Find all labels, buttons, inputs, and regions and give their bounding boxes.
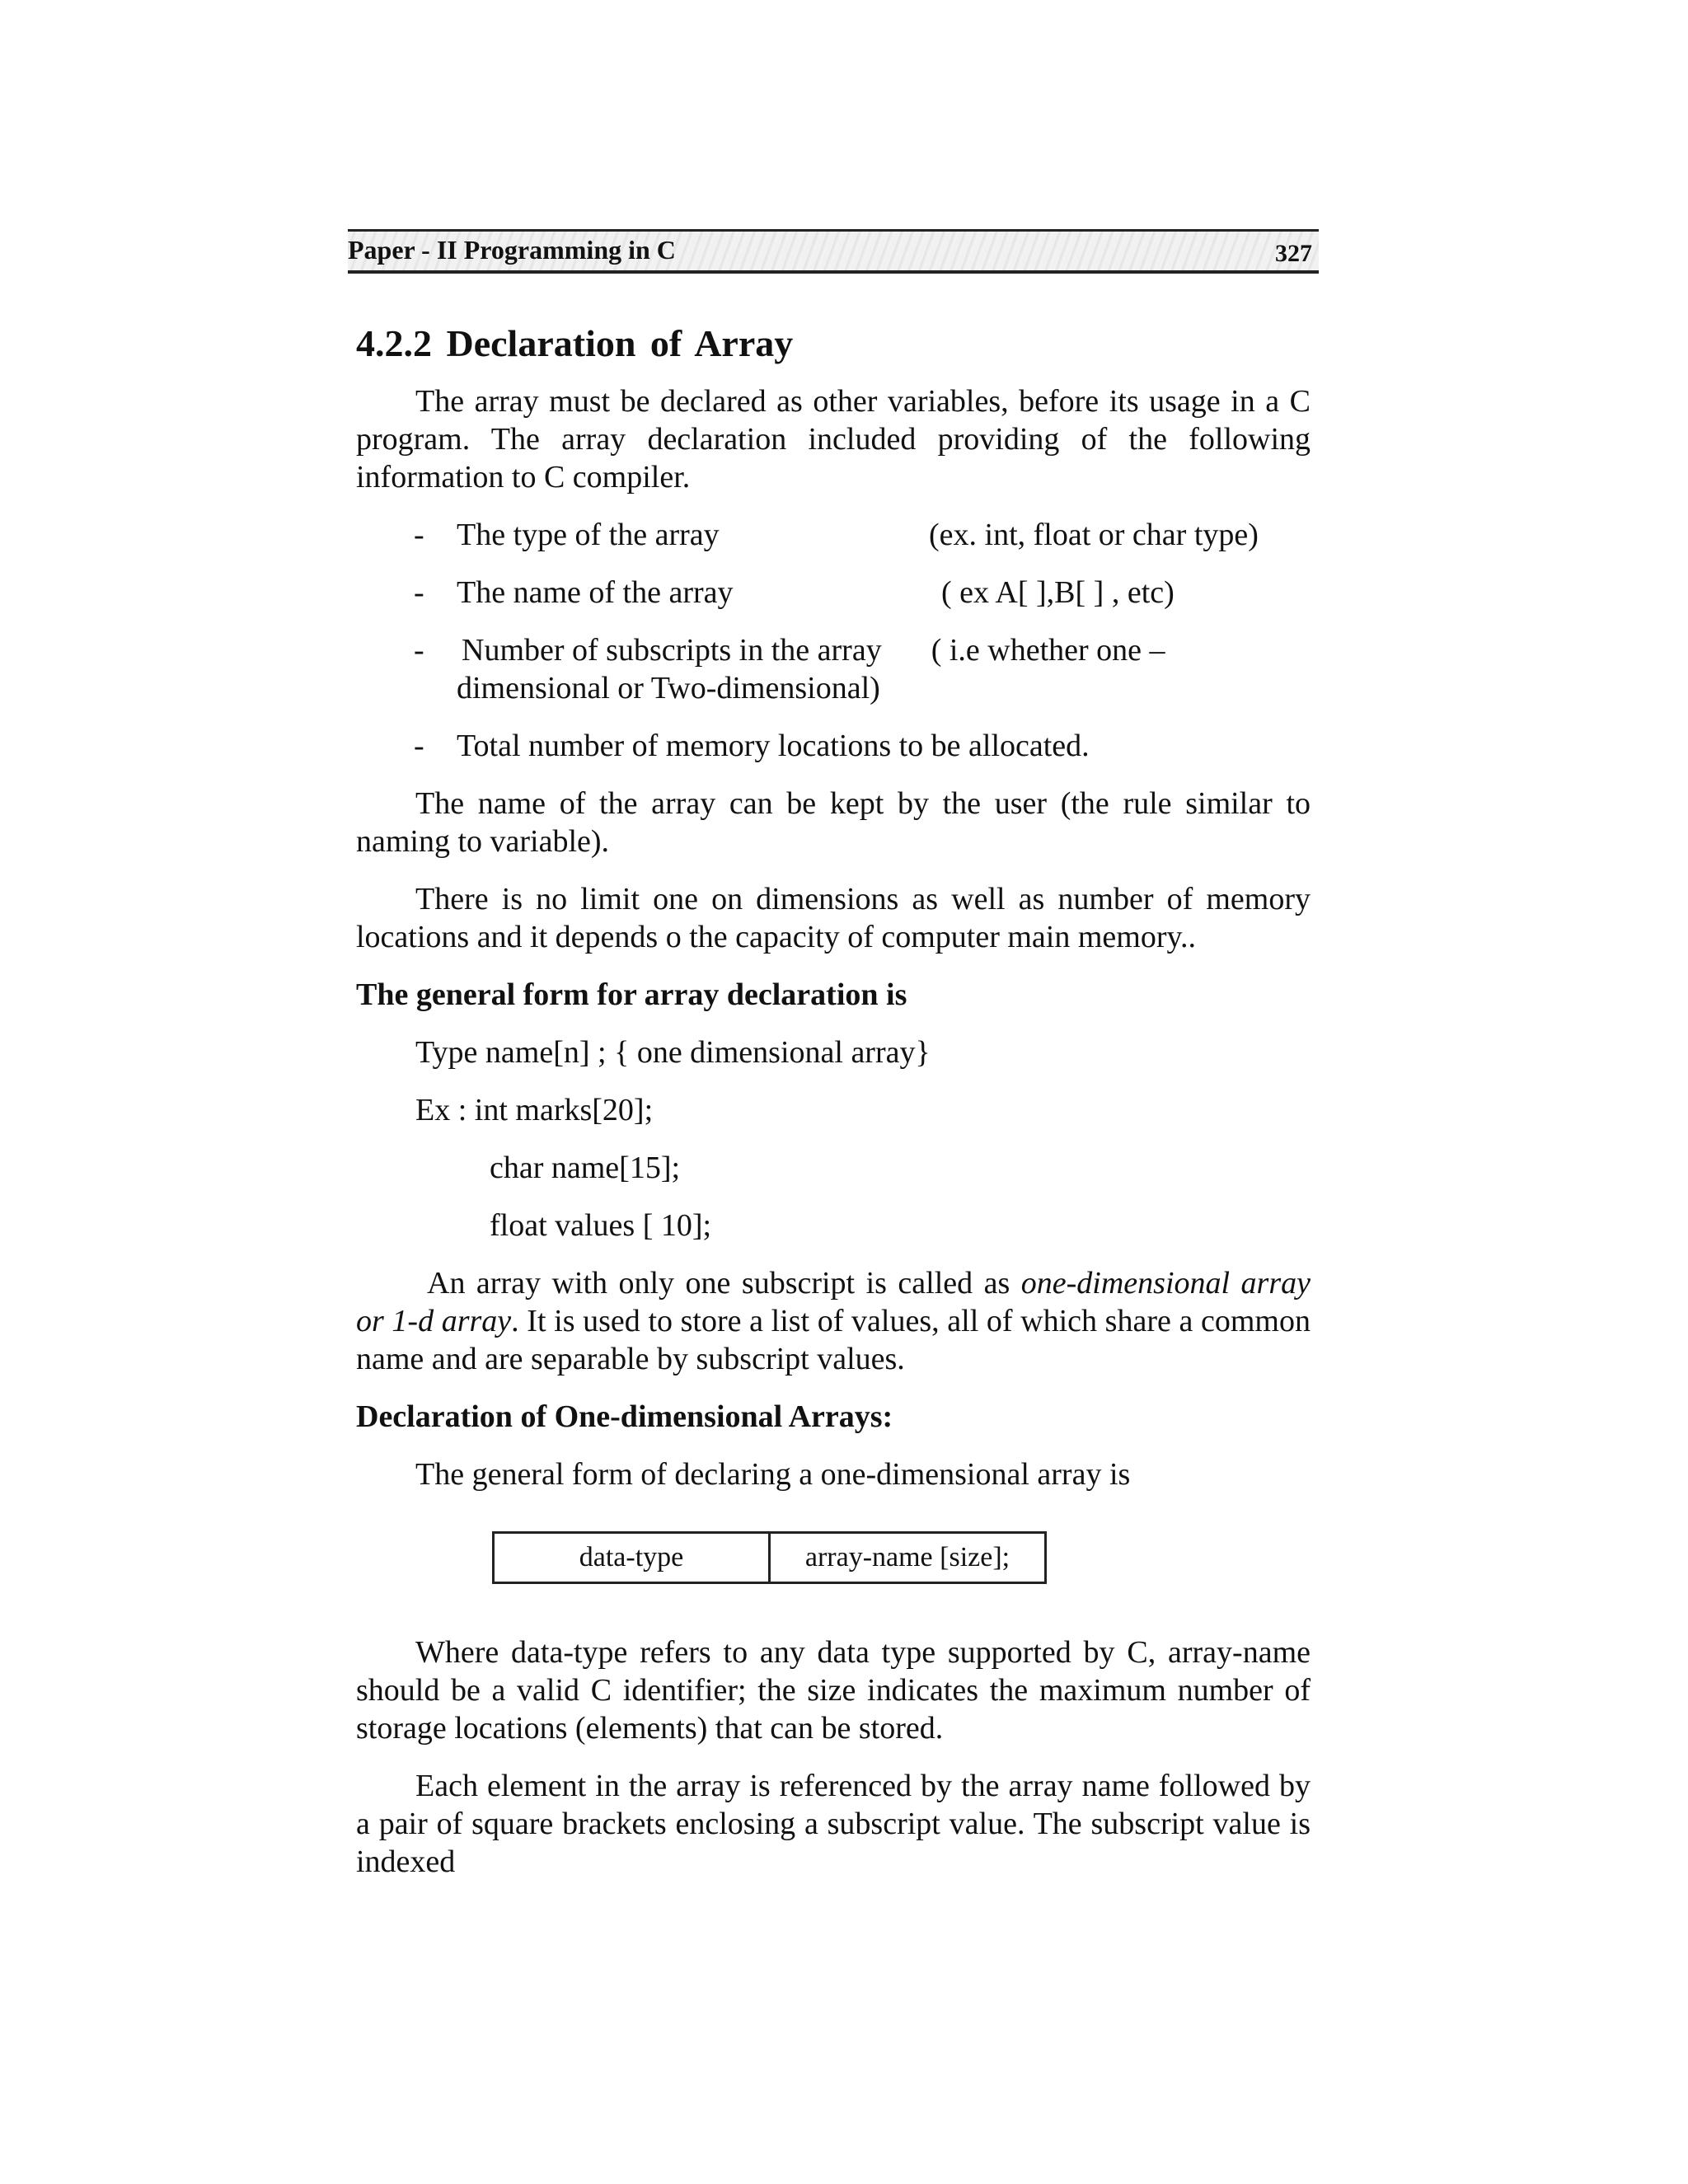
list-item	[356, 574, 1311, 612]
limit-paragraph: There is no limit one on dimensions as well as number of memory locations and it depends o the capacity of computer main memory..	[356, 882, 1311, 954]
table-cell-array-name: array-name [size];	[770, 1533, 1046, 1583]
table-cell-data-type: data-type	[494, 1533, 770, 1583]
one-d-after: . It is used to store a list of values, all of which share a common name and are separable by subscript values.	[356, 1304, 1311, 1376]
example-code: int marks[20];	[474, 1093, 654, 1127]
decl-1d-intro: The general form of declaring a one-dimensional array is	[415, 1457, 1131, 1492]
example-line	[356, 1091, 1311, 1129]
bullet-dash: -	[414, 518, 424, 552]
bullet-note: ( ex A[ ],B[ ] , etc)	[941, 575, 1175, 610]
main-content	[356, 320, 1311, 1900]
where-paragraph: Where data-type refers to any data type supported by C, array-name should be a valid C identifier; the size indicates the maximum number of storage locations (elements) that can be stored.	[356, 1635, 1311, 1746]
page-number: 327	[1275, 240, 1312, 267]
bullet-dash: -	[414, 575, 424, 610]
list-item	[356, 516, 1311, 554]
list-item	[356, 727, 1311, 765]
general-form-heading: The general form for array declaration is	[356, 977, 907, 1012]
table-row	[494, 1533, 1046, 1583]
example-line: float values [ 10];	[490, 1208, 712, 1243]
general-form-line: Type name[n] ; { one dimensional array}	[415, 1035, 931, 1070]
bullet-dash: -	[414, 729, 424, 763]
each-paragraph: Each element in the array is referenced by the array name followed by a pair of square brackets enclosing a subscript value. The subscript value is indexed	[356, 1769, 1311, 1879]
name-paragraph: The name of the array can be kept by the user (the rule similar to naming to variable).	[356, 786, 1311, 859]
bullet-label: The name of the array	[457, 575, 734, 610]
one-d-paragraph	[356, 1264, 1311, 1378]
intro-paragraph: The array must be declared as other variables, before its usage in a C program. The array declaration included providing of the following information to C compiler.	[356, 384, 1311, 494]
decl-1d-heading: Declaration of One-dimensional Arrays:	[356, 1399, 893, 1434]
declaration-table	[492, 1531, 1047, 1584]
bullet-dash: -	[414, 633, 424, 668]
bullet-label	[457, 631, 1311, 707]
one-d-italic: one-dimensional array or 1-d array	[356, 1266, 1311, 1338]
one-d-before: An array with only one subscript is called as	[427, 1266, 1021, 1301]
example-line: char name[15];	[490, 1151, 681, 1185]
bullet-note: (ex. int, float or char type)	[929, 518, 1259, 552]
bullet-label: Total number of memory locations to be allocated.	[457, 729, 1090, 763]
example-prefix: Ex :	[415, 1093, 467, 1127]
list-item	[356, 631, 1311, 707]
bullet-note: ( i.e whether one – dimensional or Two-dimensional)	[457, 633, 1165, 705]
bullet-label-text: Number of subscripts in the array	[462, 633, 882, 668]
bullet-label: The type of the array	[457, 518, 720, 552]
running-header	[348, 229, 1319, 274]
section-heading: 4.2.2 Declaration of Array	[356, 322, 794, 364]
bullet-list	[356, 516, 1311, 765]
header-title: Paper - II Programming in C	[348, 235, 676, 265]
